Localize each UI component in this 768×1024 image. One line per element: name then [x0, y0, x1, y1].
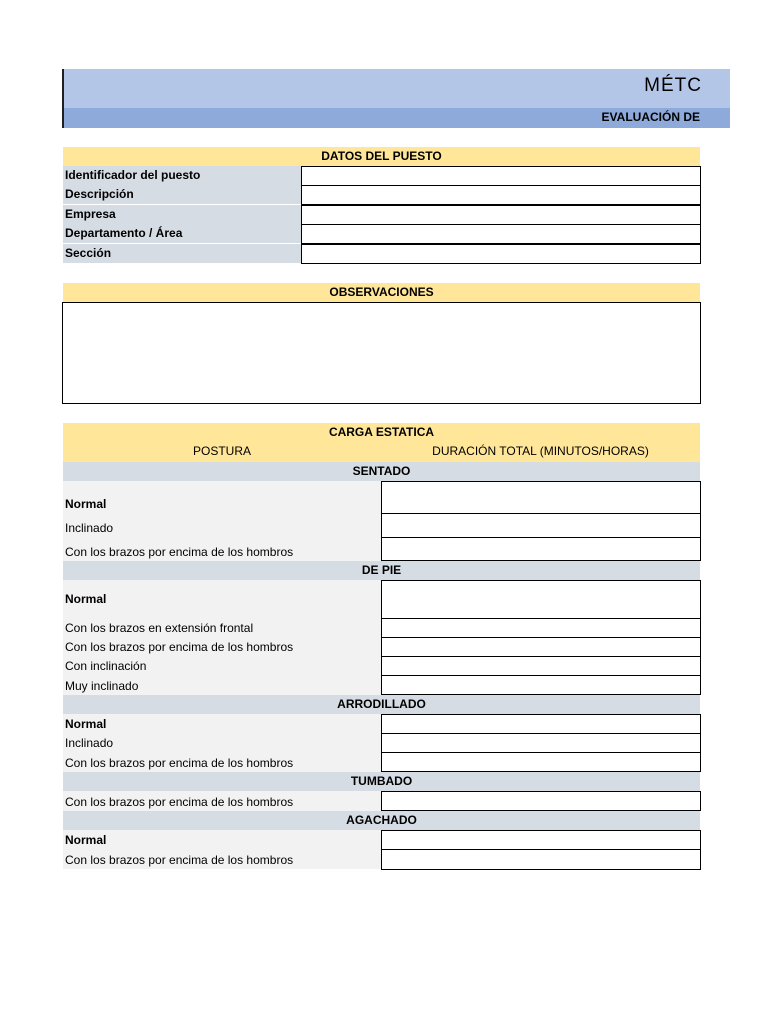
field-input-identificador[interactable] [301, 166, 701, 186]
carga-estatica-title: CARGA ESTATICA [328, 425, 435, 439]
posture-row-label [63, 537, 381, 561]
field-input-departamento[interactable] [301, 224, 701, 244]
field-label-descripcion: Descripción [63, 185, 302, 204]
observaciones-textarea[interactable] [62, 302, 701, 404]
posture-row-label [63, 733, 381, 752]
posture-row-label [63, 481, 381, 513]
posture-label-text: Con los brazos por encima de los hombros [65, 545, 294, 559]
field-label-empresa: Empresa [63, 205, 302, 224]
duration-input[interactable] [381, 580, 701, 619]
posture-row-label [63, 580, 381, 618]
document-title: MÉTC [644, 75, 702, 96]
group-header-arrodillado: ARRODILLADO [63, 695, 700, 714]
field-label-departamento: Departamento / Área [63, 224, 302, 243]
posture-row-label [63, 656, 381, 675]
posture-row-label [63, 513, 381, 537]
duration-input[interactable] [381, 637, 701, 657]
duration-input[interactable] [381, 656, 701, 676]
field-input-descripcion[interactable] [301, 185, 701, 205]
posture-row-label [63, 675, 381, 695]
observaciones-header: OBSERVACIONES [63, 283, 700, 302]
duration-input[interactable] [381, 752, 701, 772]
posture-label-text: Con los brazos por encima de los hombros [65, 853, 294, 867]
posture-row-label [63, 752, 381, 772]
col-header-duracion: DURACIÓN TOTAL (MINUTOS/HORAS) [432, 444, 649, 458]
title-band [62, 69, 730, 108]
posture-label-text: Con inclinación [65, 659, 147, 673]
posture-row-label [63, 791, 381, 811]
duration-input[interactable] [381, 830, 701, 850]
posture-label-text: Inclinado [65, 521, 114, 535]
posture-label-text: Con los brazos en extensión frontal [65, 621, 254, 635]
field-input-empresa[interactable] [301, 205, 701, 225]
posture-row-label [63, 714, 381, 733]
duration-input[interactable] [381, 791, 701, 811]
posture-row-label [63, 830, 381, 849]
posture-label-text: Normal [65, 592, 107, 606]
posture-row-label [63, 618, 381, 637]
field-label-seccion: Sección [63, 244, 302, 263]
subtitle-band [62, 108, 730, 128]
group-header-sentado: SENTADO [63, 462, 700, 481]
posture-label-text: Normal [65, 717, 107, 731]
group-header-agachado: AGACHADO [63, 811, 700, 830]
duration-input[interactable] [381, 537, 701, 561]
posture-label-text: Con los brazos por encima de los hombros [65, 795, 294, 809]
duration-input[interactable] [381, 618, 701, 638]
posture-label-text: Inclinado [65, 736, 114, 750]
duration-input[interactable] [381, 849, 701, 870]
field-label-identificador: Identificador del puesto [63, 166, 302, 185]
duration-input[interactable] [381, 513, 701, 538]
posture-row-label [63, 849, 381, 869]
field-input-seccion[interactable] [301, 244, 701, 264]
posture-label-text: Con los brazos por encima de los hombros [65, 640, 294, 654]
posture-row-label [63, 637, 381, 656]
duration-input[interactable] [381, 675, 701, 695]
group-header-tumbado: TUMBADO [63, 772, 700, 791]
col-header-postura: POSTURA [192, 444, 251, 458]
group-header-de-pie: DE PIE [63, 561, 700, 580]
duration-input[interactable] [381, 481, 701, 514]
posture-label-text: Normal [65, 497, 107, 511]
duration-input[interactable] [381, 714, 701, 734]
duration-input[interactable] [381, 733, 701, 753]
document-subtitle: EVALUACIÓN DE [601, 110, 700, 124]
posture-label-text: Muy inclinado [65, 679, 139, 693]
posture-label-text: Con los brazos por encima de los hombros [65, 756, 294, 770]
datos-puesto-header: DATOS DEL PUESTO [63, 147, 700, 166]
posture-label-text: Normal [65, 833, 107, 847]
